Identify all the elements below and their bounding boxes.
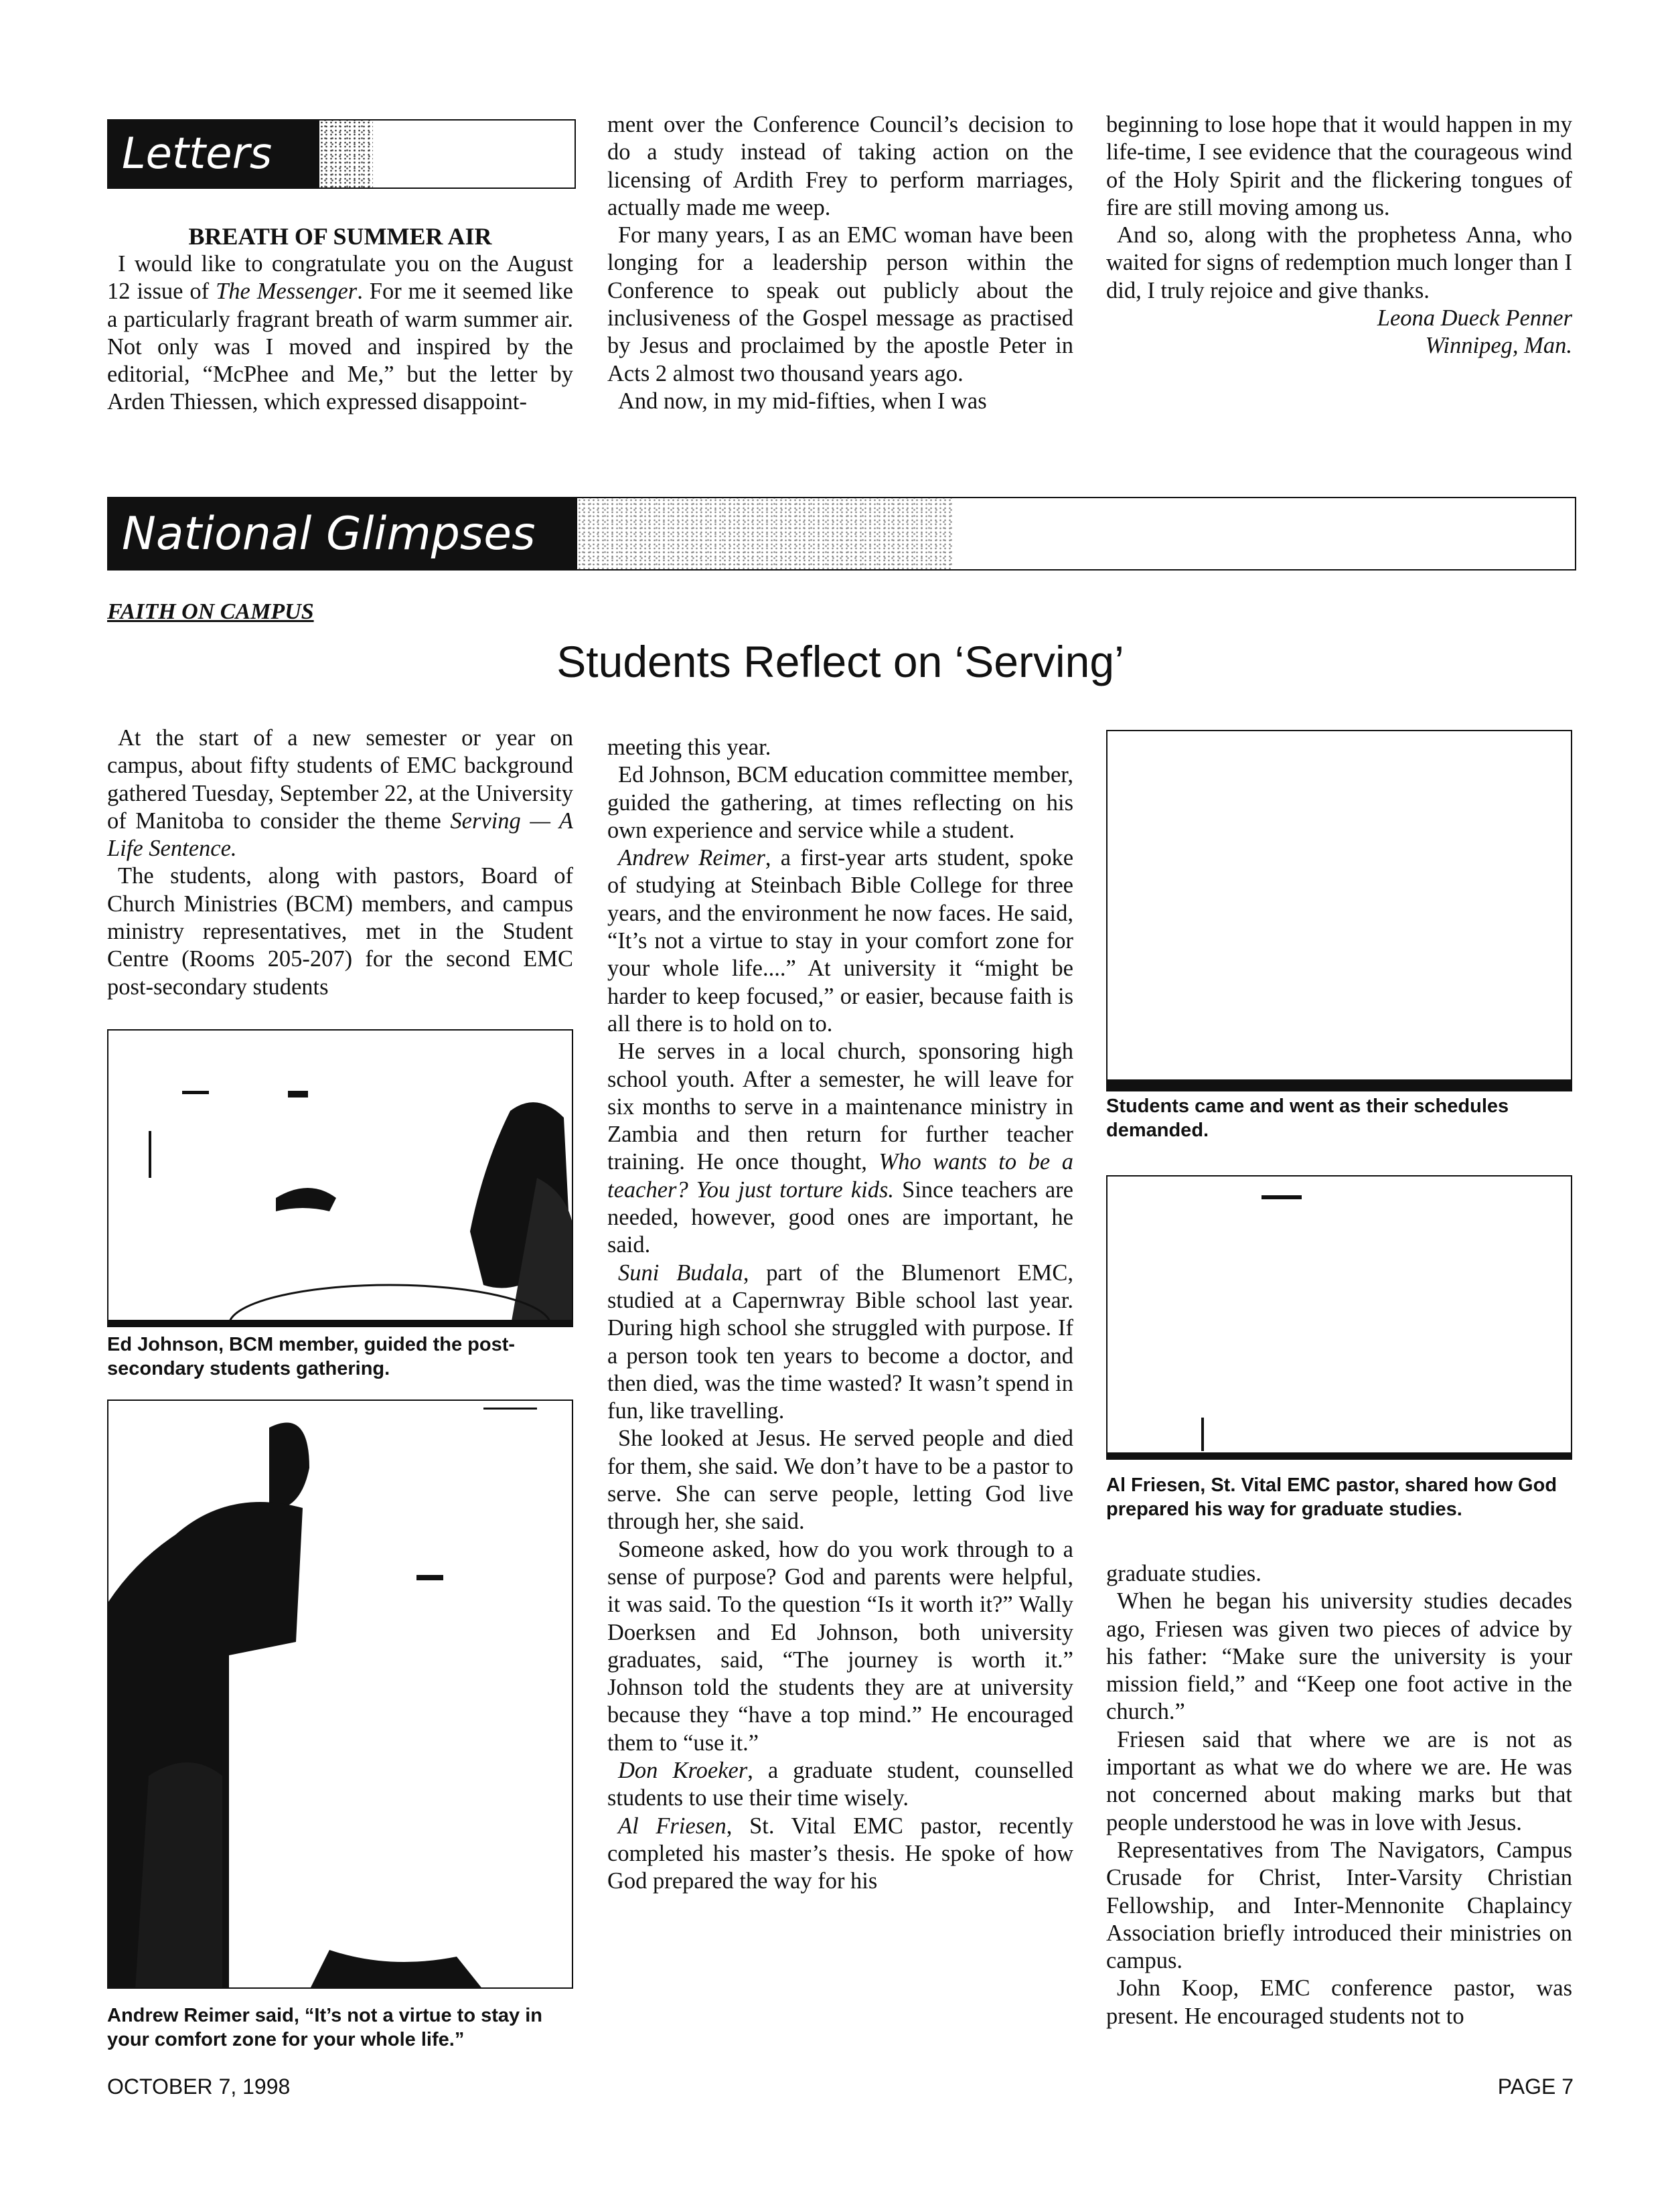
article-column-1 <box>107 725 573 1001</box>
article-paragraph: Representatives from The Navigators, Campus Crusade for Christ, Inter-Varsity Christian Fellowship, and Inter-Mennonite Chaplaincy Association briefly introduced their ministries on campus. <box>1106 1837 1572 1974</box>
photo-ed-johnson <box>107 1029 573 1327</box>
signature-place: Winnipeg, Man. <box>1425 333 1572 359</box>
article-paragraph: He serves in a local church, sponsoring high school youth. After a semester, he will leave for six months to serve in a maintenance ministry in Zambia and then return for further teacher training. He once thought, Who wants to be a teacher? You just torture kids. Since teachers are needed, however, good ones are important, he said. <box>607 1039 1073 1258</box>
article-paragraph: She looked at Jesus. He served people and died for them, she said. We don’t have to be a pastor to serve. She can serve people, letting God live through her, she said. <box>607 1426 1073 1535</box>
letter-paragraph: And so, along with the prophetess Anna, who waited for signs of redemption much longer than I did, I truly rejoice and give thanks. <box>1106 222 1572 303</box>
article-paragraph: Don Kroeker, a graduate student, counselled students to use their time wisely. <box>607 1757 1073 1811</box>
letters-column-3 <box>1106 111 1572 360</box>
photo-image <box>108 1401 573 1989</box>
article-paragraph: Andrew Reimer, a first-year arts student, spoke of studying at Steinbach Bible College for three years, and the environment he now faces. He said, “It’s not a virtue to stay in your comfort zone for your whole life....” At university it “might be harder to keep focused,” or easier, because faith is all there is to hold on to. <box>607 845 1074 1037</box>
letter-heading: BREATH OF SUMMER AIR <box>188 223 492 250</box>
article-column-2 <box>607 734 1073 1895</box>
letters-column-1 <box>107 250 573 417</box>
photo-image <box>1108 1177 1572 1460</box>
letter-paragraph: For many years, I as an EMC woman have been longing for a leadership person within the Conference to speak out publicly about the inclusiveness of the Gospel message as practised by Jesus and proclaimed by the apostle Peter in Acts 2 almost two thousand years ago. <box>607 222 1073 386</box>
article-paragraph: Suni Budala, part of the Blumenort EMC, studied at a Capernwray Bible school last year. During high school she struggled with purpose. If a person took ten years to become a doctor, and then died, was the time wasted? It wasn’t spend in fun, like travelling. <box>607 1260 1073 1424</box>
photo-andrew-reimer <box>107 1399 573 1989</box>
caption-students: Students came and went as their schedules demanded. <box>1106 1095 1509 1141</box>
article-paragraph: Someone asked, how do you work through to a sense of purpose? God and parents were helpful, it was said. To the question “Is it worth it?” Wally Doerksen and Ed Johnson, both university graduates, said, “The journey is worth it.” Johnson told the students they are at university because they “have a top mind.” He encouraged them to “use it.” <box>607 1536 1073 1756</box>
photo-image <box>1108 731 1572 1091</box>
footer-date: OCTOBER 7, 1998 <box>107 2074 291 2099</box>
headline: Students Reflect on ‘Serving’ <box>556 637 1124 686</box>
section-kicker: FAITH ON CAMPUS <box>107 599 314 624</box>
article-paragraph: The students, along with pastors, Board of Church Ministries (BCM) members, and campus ministry representatives, met in the Student Centre (Rooms 205-207) for the second EMC post-secondary students <box>107 863 573 1000</box>
national-glimpses-banner <box>107 497 1576 571</box>
article-paragraph: At the start of a new semester or year on campus, about fifty students of EMC background gathered Tuesday, September 22, at the University of Manitoba to consider the theme Serving — A Life Sentence. <box>107 725 573 862</box>
signature-name: Leona Dueck Penner <box>1377 305 1572 331</box>
footer-page-number: PAGE 7 <box>1497 2074 1574 2099</box>
letters-banner-label: Letters <box>108 121 319 187</box>
letters-column-2 <box>607 111 1073 415</box>
caption-ed-johnson: Ed Johnson, BCM member, guided the post-secondary students gathering. <box>107 1334 516 1379</box>
banner-texture <box>319 121 373 187</box>
photo-al-friesen <box>1106 1175 1572 1460</box>
letter-paragraph: I would like to congratulate you on the August 12 issue of The Messenger. For me it seemed like a particularly fragrant breath of warm summer air. Not only was I moved and inspired by the editorial, “McPhee and Me,” but the letter by Arden Thiessen, which expressed disappoint- <box>107 251 573 415</box>
photo-image <box>108 1031 573 1327</box>
letter-paragraph: ment over the Conference Council’s decision to do a study instead of taking action on the licensing of Ardith Frey to perform marriages, actually made me weep. <box>607 112 1073 220</box>
caption-andrew-reimer: Andrew Reimer said, “It’s not a virtue to stay in your comfort zone for your whole life.” <box>107 2005 542 2050</box>
banner-texture <box>577 498 952 569</box>
article-paragraph: When he began his university studies decades ago, Friesen was given two pieces of advice by his father: “Make sure the university is your mission field,” and “Keep one foot active in the church.” <box>1106 1588 1572 1725</box>
article-paragraph: Al Friesen, St. Vital EMC pastor, recently completed his master’s thesis. He spoke of how God prepared the way for his <box>607 1813 1073 1894</box>
article-column-3 <box>1106 1560 1572 2030</box>
caption-al-friesen: Al Friesen, St. Vital EMC pastor, shared how God prepared his way for graduate studies. <box>1106 1474 1557 1520</box>
article-paragraph: graduate studies. <box>1106 1561 1262 1586</box>
photo-students <box>1106 730 1572 1091</box>
letter-paragraph: And now, in my mid-fifties, when I was <box>618 388 987 414</box>
article-paragraph: Ed Johnson, BCM education committee member, guided the gathering, at times reflecting on his own experience and service while a student. <box>607 762 1073 843</box>
article-paragraph: Friesen said that where we are is not as important as what we do where we are. He was not concerned about making marks but that people understood he was in love with Jesus. <box>1106 1726 1572 1835</box>
letter-paragraph: beginning to lose hope that it would happen in my life-time, I see evidence that the courageous wind of the Holy Spirit and the flickering tongues of fire are still moving among us. <box>1106 112 1572 220</box>
letters-banner <box>107 119 576 189</box>
article-paragraph: meeting this year. <box>607 735 771 760</box>
article-paragraph: John Koop, EMC conference pastor, was present. He encouraged students not to <box>1106 1975 1572 2029</box>
national-glimpses-label: National Glimpses <box>108 498 577 569</box>
